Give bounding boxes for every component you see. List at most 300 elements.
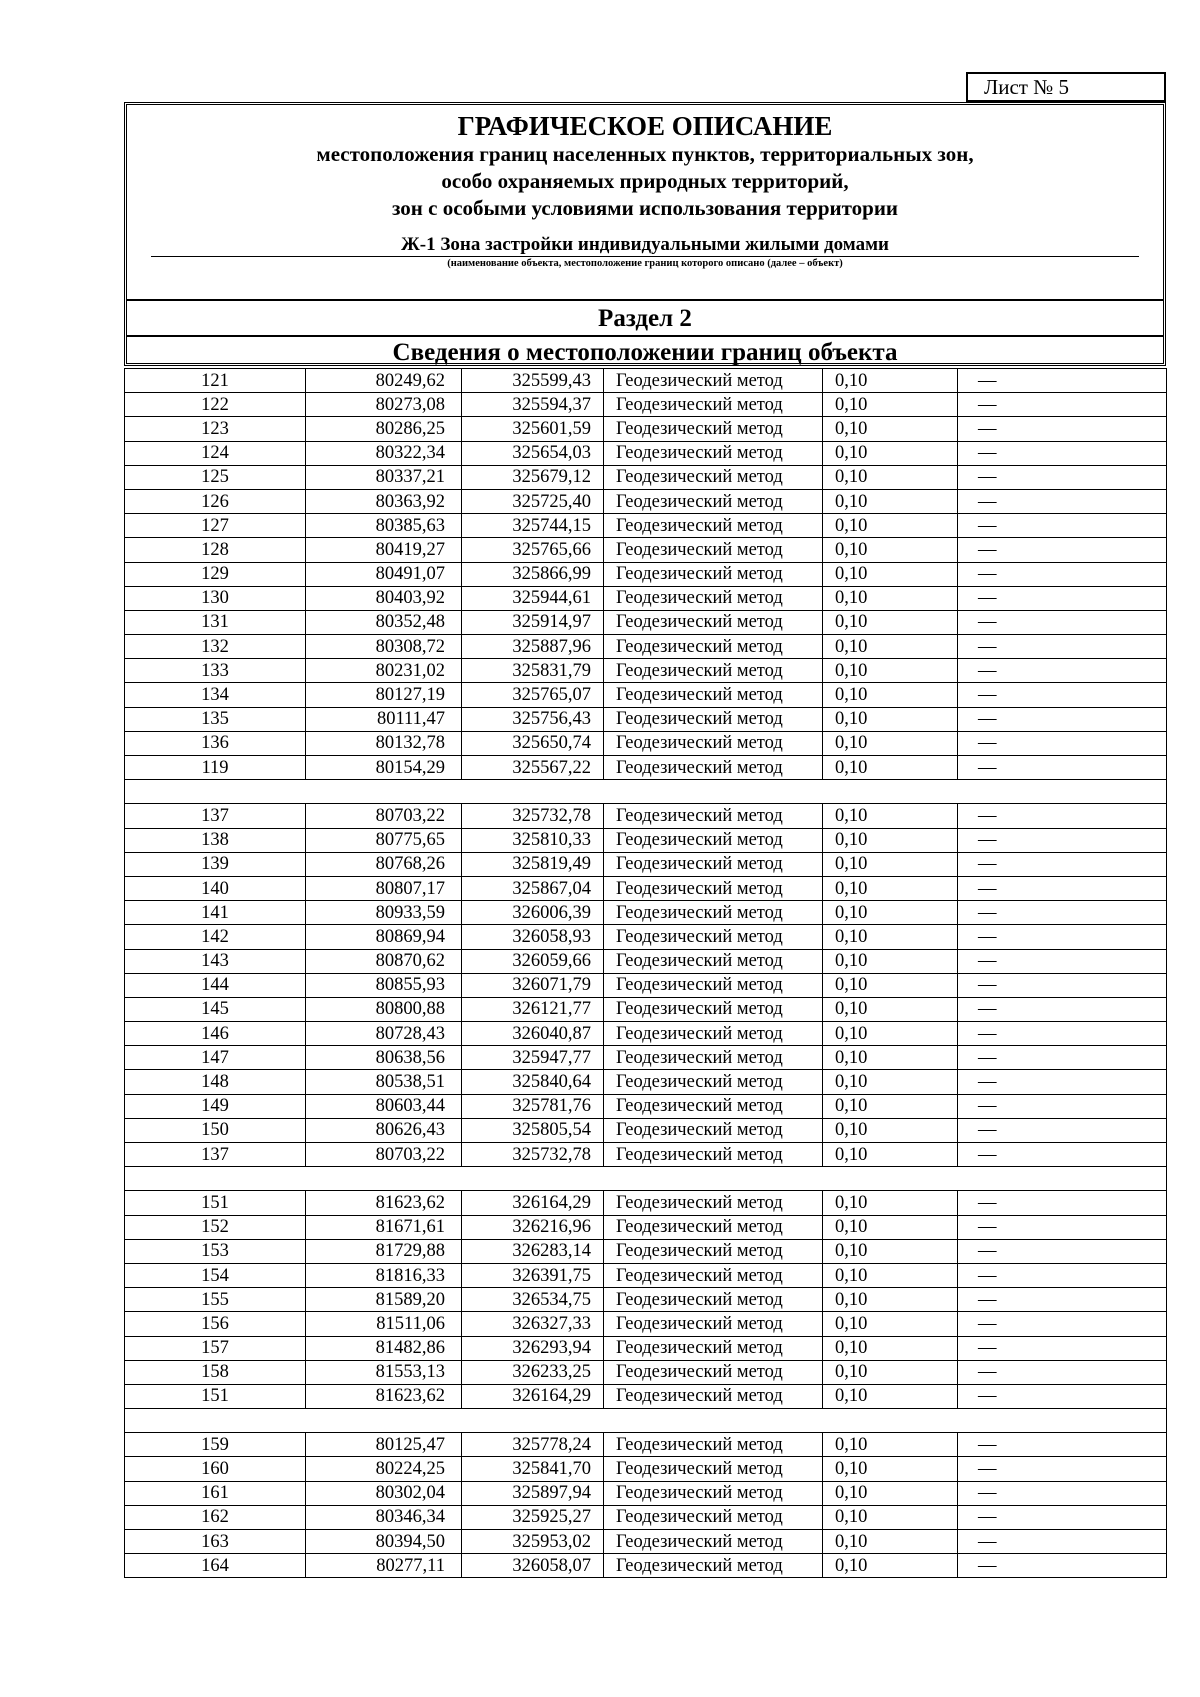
accuracy-cell: 0,10 [823, 949, 958, 973]
accuracy-cell: 0,10 [823, 683, 958, 707]
coordinates-table [124, 368, 1167, 1578]
y-coordinate-cell: 325897,94 [462, 1481, 604, 1505]
y-coordinate-cell: 325744,15 [462, 514, 604, 538]
point-number-cell: 150 [125, 1118, 306, 1142]
table-row [125, 1360, 1167, 1384]
point-number-cell: 147 [125, 1046, 306, 1070]
y-coordinate-cell: 326040,87 [462, 1022, 604, 1046]
header-title-block [127, 105, 1163, 299]
point-number-cell: 145 [125, 997, 306, 1021]
accuracy-cell: 0,10 [823, 538, 958, 562]
x-coordinate-cell: 80363,92 [306, 489, 462, 513]
y-coordinate-cell: 326058,93 [462, 925, 604, 949]
description-cell: — [958, 1046, 1167, 1070]
x-coordinate-cell: 81589,20 [306, 1288, 462, 1312]
accuracy-cell: 0,10 [823, 1384, 958, 1408]
table-row [125, 441, 1167, 465]
method-cell: Геодезический метод [604, 804, 823, 828]
table-row [125, 1070, 1167, 1094]
method-cell: Геодезический метод [604, 369, 823, 393]
description-cell: — [958, 659, 1167, 683]
point-number-cell: 152 [125, 1215, 306, 1239]
y-coordinate-cell: 325867,04 [462, 876, 604, 900]
description-cell: — [958, 562, 1167, 586]
point-number-cell: 157 [125, 1336, 306, 1360]
sheet-number: Лист № 5 [966, 72, 1166, 102]
point-number-cell: 160 [125, 1457, 306, 1481]
y-coordinate-cell: 325805,54 [462, 1118, 604, 1142]
accuracy-cell: 0,10 [823, 973, 958, 997]
method-cell: Геодезический метод [604, 876, 823, 900]
point-number-cell: 136 [125, 731, 306, 755]
y-coordinate-cell: 325866,99 [462, 562, 604, 586]
description-cell: — [958, 1554, 1167, 1578]
table-row [125, 1263, 1167, 1287]
table-row [125, 828, 1167, 852]
point-number-cell: 131 [125, 610, 306, 634]
accuracy-cell: 0,10 [823, 1094, 958, 1118]
x-coordinate-cell: 80249,62 [306, 369, 462, 393]
point-number-cell: 124 [125, 441, 306, 465]
point-number-cell: 164 [125, 1554, 306, 1578]
method-cell: Геодезический метод [604, 1530, 823, 1554]
x-coordinate-cell: 80870,62 [306, 949, 462, 973]
table-row [125, 538, 1167, 562]
point-number-cell: 138 [125, 828, 306, 852]
description-cell: — [958, 756, 1167, 780]
y-coordinate-cell: 326164,29 [462, 1191, 604, 1215]
description-cell: — [958, 973, 1167, 997]
accuracy-cell: 0,10 [823, 586, 958, 610]
method-cell: Геодезический метод [604, 465, 823, 489]
accuracy-cell: 0,10 [823, 707, 958, 731]
accuracy-cell: 0,10 [823, 489, 958, 513]
x-coordinate-cell: 81671,61 [306, 1215, 462, 1239]
method-cell: Геодезический метод [604, 1384, 823, 1408]
table-row [125, 393, 1167, 417]
point-number-cell: 161 [125, 1481, 306, 1505]
method-cell: Геодезический метод [604, 514, 823, 538]
y-coordinate-cell: 325756,43 [462, 707, 604, 731]
x-coordinate-cell: 80703,22 [306, 1143, 462, 1167]
table-row [125, 659, 1167, 683]
method-cell: Геодезический метод [604, 828, 823, 852]
table-row [125, 465, 1167, 489]
x-coordinate-cell: 80800,88 [306, 997, 462, 1021]
table-row [125, 369, 1167, 393]
point-number-cell: 149 [125, 1094, 306, 1118]
table-row [125, 925, 1167, 949]
method-cell: Геодезический метод [604, 1505, 823, 1529]
x-coordinate-cell: 80419,27 [306, 538, 462, 562]
x-coordinate-cell: 80807,17 [306, 876, 462, 900]
accuracy-cell: 0,10 [823, 659, 958, 683]
table-row [125, 1505, 1167, 1529]
x-coordinate-cell: 80538,51 [306, 1070, 462, 1094]
description-cell: — [958, 1191, 1167, 1215]
description-cell: — [958, 1070, 1167, 1094]
accuracy-cell: 0,10 [823, 804, 958, 828]
table-row [125, 586, 1167, 610]
x-coordinate-cell: 81511,06 [306, 1312, 462, 1336]
method-cell: Геодезический метод [604, 562, 823, 586]
point-number-cell: 143 [125, 949, 306, 973]
y-coordinate-cell: 325654,03 [462, 441, 604, 465]
accuracy-cell: 0,10 [823, 1215, 958, 1239]
y-coordinate-cell: 326164,29 [462, 1384, 604, 1408]
point-number-cell: 144 [125, 973, 306, 997]
y-coordinate-cell: 325679,12 [462, 465, 604, 489]
table-row [125, 683, 1167, 707]
method-cell: Геодезический метод [604, 635, 823, 659]
description-cell: — [958, 1457, 1167, 1481]
y-coordinate-cell: 326233,25 [462, 1360, 604, 1384]
accuracy-cell: 0,10 [823, 1022, 958, 1046]
point-number-cell: 154 [125, 1263, 306, 1287]
y-coordinate-cell: 325601,59 [462, 417, 604, 441]
table-row [125, 852, 1167, 876]
accuracy-cell: 0,10 [823, 925, 958, 949]
description-cell: — [958, 804, 1167, 828]
point-number-cell: 121 [125, 369, 306, 393]
y-coordinate-cell: 326071,79 [462, 973, 604, 997]
point-number-cell: 148 [125, 1070, 306, 1094]
method-cell: Геодезический метод [604, 1070, 823, 1094]
table-row [125, 1094, 1167, 1118]
accuracy-cell: 0,10 [823, 1481, 958, 1505]
table-row [125, 1554, 1167, 1578]
table-row [125, 635, 1167, 659]
x-coordinate-cell: 80132,78 [306, 731, 462, 755]
point-number-cell: 128 [125, 538, 306, 562]
x-coordinate-cell: 81482,86 [306, 1336, 462, 1360]
table-separator-row [125, 780, 1167, 804]
point-number-cell: 135 [125, 707, 306, 731]
table-row [125, 973, 1167, 997]
table-row [125, 489, 1167, 513]
x-coordinate-cell: 80491,07 [306, 562, 462, 586]
accuracy-cell: 0,10 [823, 1433, 958, 1457]
description-cell: — [958, 925, 1167, 949]
table-row [125, 1191, 1167, 1215]
y-coordinate-cell: 325732,78 [462, 804, 604, 828]
y-coordinate-cell: 326058,07 [462, 1554, 604, 1578]
y-coordinate-cell: 326059,66 [462, 949, 604, 973]
table-row [125, 1481, 1167, 1505]
x-coordinate-cell: 81729,88 [306, 1239, 462, 1263]
method-cell: Геодезический метод [604, 1191, 823, 1215]
x-coordinate-cell: 80403,92 [306, 586, 462, 610]
section-number: Раздел 2 [127, 299, 1163, 335]
x-coordinate-cell: 80322,34 [306, 441, 462, 465]
accuracy-cell: 0,10 [823, 441, 958, 465]
description-cell: — [958, 1118, 1167, 1142]
description-cell: — [958, 949, 1167, 973]
accuracy-cell: 0,10 [823, 1046, 958, 1070]
separator-cell [125, 1167, 1167, 1191]
table-row [125, 997, 1167, 1021]
method-cell: Геодезический метод [604, 1554, 823, 1578]
method-cell: Геодезический метод [604, 1312, 823, 1336]
y-coordinate-cell: 325599,43 [462, 369, 604, 393]
point-number-cell: 130 [125, 586, 306, 610]
description-cell: — [958, 997, 1167, 1021]
description-cell: — [958, 901, 1167, 925]
table-row [125, 756, 1167, 780]
description-cell: — [958, 586, 1167, 610]
table-separator-row [125, 1409, 1167, 1433]
description-cell: — [958, 1022, 1167, 1046]
point-number-cell: 126 [125, 489, 306, 513]
description-cell: — [958, 610, 1167, 634]
y-coordinate-cell: 325765,66 [462, 538, 604, 562]
x-coordinate-cell: 81553,13 [306, 1360, 462, 1384]
description-cell: — [958, 1530, 1167, 1554]
description-cell: — [958, 828, 1167, 852]
point-number-cell: 137 [125, 804, 306, 828]
description-cell: — [958, 1239, 1167, 1263]
description-cell: — [958, 465, 1167, 489]
accuracy-cell: 0,10 [823, 1505, 958, 1529]
point-number-cell: 127 [125, 514, 306, 538]
x-coordinate-cell: 80703,22 [306, 804, 462, 828]
table-row [125, 1457, 1167, 1481]
y-coordinate-cell: 325650,74 [462, 731, 604, 755]
method-cell: Геодезический метод [604, 949, 823, 973]
description-cell: — [958, 1094, 1167, 1118]
description-cell: — [958, 1263, 1167, 1287]
table-row [125, 1530, 1167, 1554]
table-row [125, 949, 1167, 973]
y-coordinate-cell: 326391,75 [462, 1263, 604, 1287]
y-coordinate-cell: 326121,77 [462, 997, 604, 1021]
method-cell: Геодезический метод [604, 1094, 823, 1118]
table-row [125, 1215, 1167, 1239]
y-coordinate-cell: 325765,07 [462, 683, 604, 707]
description-cell: — [958, 393, 1167, 417]
point-number-cell: 146 [125, 1022, 306, 1046]
accuracy-cell: 0,10 [823, 1554, 958, 1578]
x-coordinate-cell: 80286,25 [306, 417, 462, 441]
accuracy-cell: 0,10 [823, 1288, 958, 1312]
x-coordinate-cell: 80933,59 [306, 901, 462, 925]
description-cell: — [958, 731, 1167, 755]
y-coordinate-cell: 325947,77 [462, 1046, 604, 1070]
point-number-cell: 133 [125, 659, 306, 683]
y-coordinate-cell: 325732,78 [462, 1143, 604, 1167]
description-cell: — [958, 441, 1167, 465]
x-coordinate-cell: 80768,26 [306, 852, 462, 876]
accuracy-cell: 0,10 [823, 514, 958, 538]
x-coordinate-cell: 80154,29 [306, 756, 462, 780]
x-coordinate-cell: 80394,50 [306, 1530, 462, 1554]
table-row [125, 707, 1167, 731]
separator-cell [125, 1409, 1167, 1433]
point-number-cell: 119 [125, 756, 306, 780]
y-coordinate-cell: 325944,61 [462, 586, 604, 610]
point-number-cell: 125 [125, 465, 306, 489]
table-row [125, 514, 1167, 538]
method-cell: Геодезический метод [604, 1336, 823, 1360]
x-coordinate-cell: 80638,56 [306, 1046, 462, 1070]
description-cell: — [958, 1312, 1167, 1336]
separator-cell [125, 780, 1167, 804]
y-coordinate-cell: 325831,79 [462, 659, 604, 683]
accuracy-cell: 0,10 [823, 1336, 958, 1360]
x-coordinate-cell: 80728,43 [306, 1022, 462, 1046]
x-coordinate-cell: 80127,19 [306, 683, 462, 707]
description-cell: — [958, 1288, 1167, 1312]
table-row [125, 1336, 1167, 1360]
point-number-cell: 158 [125, 1360, 306, 1384]
accuracy-cell: 0,10 [823, 610, 958, 634]
method-cell: Геодезический метод [604, 1118, 823, 1142]
x-coordinate-cell: 80273,08 [306, 393, 462, 417]
y-coordinate-cell: 326216,96 [462, 1215, 604, 1239]
table-row [125, 1118, 1167, 1142]
description-cell: — [958, 514, 1167, 538]
accuracy-cell: 0,10 [823, 997, 958, 1021]
method-cell: Геодезический метод [604, 1046, 823, 1070]
point-number-cell: 151 [125, 1191, 306, 1215]
method-cell: Геодезический метод [604, 1263, 823, 1287]
accuracy-cell: 0,10 [823, 1143, 958, 1167]
x-coordinate-cell: 80308,72 [306, 635, 462, 659]
accuracy-cell: 0,10 [823, 417, 958, 441]
method-cell: Геодезический метод [604, 1022, 823, 1046]
table-row [125, 417, 1167, 441]
table-row [125, 1046, 1167, 1070]
method-cell: Геодезический метод [604, 1457, 823, 1481]
accuracy-cell: 0,10 [823, 1239, 958, 1263]
point-number-cell: 122 [125, 393, 306, 417]
method-cell: Геодезический метод [604, 1360, 823, 1384]
method-cell: Геодезический метод [604, 1215, 823, 1239]
table-row [125, 1143, 1167, 1167]
point-number-cell: 137 [125, 1143, 306, 1167]
description-cell: — [958, 1215, 1167, 1239]
description-cell: — [958, 852, 1167, 876]
table-row [125, 1239, 1167, 1263]
table-row [125, 1288, 1167, 1312]
y-coordinate-cell: 325819,49 [462, 852, 604, 876]
y-coordinate-cell: 325914,97 [462, 610, 604, 634]
method-cell: Геодезический метод [604, 441, 823, 465]
section-title: Сведения о местоположении границ объекта [127, 335, 1163, 369]
method-cell: Геодезический метод [604, 1481, 823, 1505]
x-coordinate-cell: 80346,34 [306, 1505, 462, 1529]
description-cell: — [958, 876, 1167, 900]
method-cell: Геодезический метод [604, 901, 823, 925]
method-cell: Геодезический метод [604, 1433, 823, 1457]
table-row [125, 876, 1167, 900]
accuracy-cell: 0,10 [823, 876, 958, 900]
x-coordinate-cell: 80603,44 [306, 1094, 462, 1118]
description-cell: — [958, 417, 1167, 441]
document-header [124, 102, 1166, 366]
method-cell: Геодезический метод [604, 417, 823, 441]
y-coordinate-cell: 325840,64 [462, 1070, 604, 1094]
x-coordinate-cell: 80385,63 [306, 514, 462, 538]
method-cell: Геодезический метод [604, 538, 823, 562]
x-coordinate-cell: 80869,94 [306, 925, 462, 949]
y-coordinate-cell: 325778,24 [462, 1433, 604, 1457]
description-cell: — [958, 1481, 1167, 1505]
description-cell: — [958, 1505, 1167, 1529]
accuracy-cell: 0,10 [823, 1530, 958, 1554]
method-cell: Геодезический метод [604, 707, 823, 731]
method-cell: Геодезический метод [604, 731, 823, 755]
point-number-cell: 159 [125, 1433, 306, 1457]
y-coordinate-cell: 326283,14 [462, 1239, 604, 1263]
point-number-cell: 123 [125, 417, 306, 441]
accuracy-cell: 0,10 [823, 1360, 958, 1384]
y-coordinate-cell: 326006,39 [462, 901, 604, 925]
table-row [125, 804, 1167, 828]
point-number-cell: 151 [125, 1384, 306, 1408]
point-number-cell: 153 [125, 1239, 306, 1263]
description-cell: — [958, 635, 1167, 659]
point-number-cell: 141 [125, 901, 306, 925]
method-cell: Геодезический метод [604, 659, 823, 683]
description-cell: — [958, 683, 1167, 707]
table-row [125, 562, 1167, 586]
x-coordinate-cell: 81623,62 [306, 1191, 462, 1215]
table-row [125, 1433, 1167, 1457]
x-coordinate-cell: 80352,48 [306, 610, 462, 634]
y-coordinate-cell: 325887,96 [462, 635, 604, 659]
y-coordinate-cell: 325567,22 [462, 756, 604, 780]
method-cell: Геодезический метод [604, 489, 823, 513]
x-coordinate-cell: 80775,65 [306, 828, 462, 852]
method-cell: Геодезический метод [604, 756, 823, 780]
method-cell: Геодезический метод [604, 1288, 823, 1312]
table-row [125, 731, 1167, 755]
object-name: Ж-1 Зона застройки индивидуальными жилыми домами [400, 234, 889, 255]
accuracy-cell: 0,10 [823, 635, 958, 659]
method-cell: Геодезический метод [604, 973, 823, 997]
object-caption: (наименование объекта, местоположение границ которого описано (далее – объект) [447, 258, 843, 269]
y-coordinate-cell: 325594,37 [462, 393, 604, 417]
accuracy-cell: 0,10 [823, 828, 958, 852]
method-cell: Геодезический метод [604, 852, 823, 876]
table-separator-row [125, 1167, 1167, 1191]
accuracy-cell: 0,10 [823, 393, 958, 417]
point-number-cell: 129 [125, 562, 306, 586]
method-cell: Геодезический метод [604, 1239, 823, 1263]
point-number-cell: 134 [125, 683, 306, 707]
accuracy-cell: 0,10 [823, 1070, 958, 1094]
method-cell: Геодезический метод [604, 997, 823, 1021]
point-number-cell: 162 [125, 1505, 306, 1529]
accuracy-cell: 0,10 [823, 1457, 958, 1481]
method-cell: Геодезический метод [604, 610, 823, 634]
y-coordinate-cell: 326534,75 [462, 1288, 604, 1312]
description-cell: — [958, 1360, 1167, 1384]
point-number-cell: 142 [125, 925, 306, 949]
method-cell: Геодезический метод [604, 683, 823, 707]
method-cell: Геодезический метод [604, 1143, 823, 1167]
description-cell: — [958, 1336, 1167, 1360]
y-coordinate-cell: 325725,40 [462, 489, 604, 513]
x-coordinate-cell: 80277,11 [306, 1554, 462, 1578]
table-row [125, 1022, 1167, 1046]
x-coordinate-cell: 80626,43 [306, 1118, 462, 1142]
y-coordinate-cell: 326293,94 [462, 1336, 604, 1360]
point-number-cell: 139 [125, 852, 306, 876]
x-coordinate-cell: 81816,33 [306, 1263, 462, 1287]
document-subtitle-line-1: местоположения границ населенных пунктов, территориальных зон, [316, 142, 974, 166]
